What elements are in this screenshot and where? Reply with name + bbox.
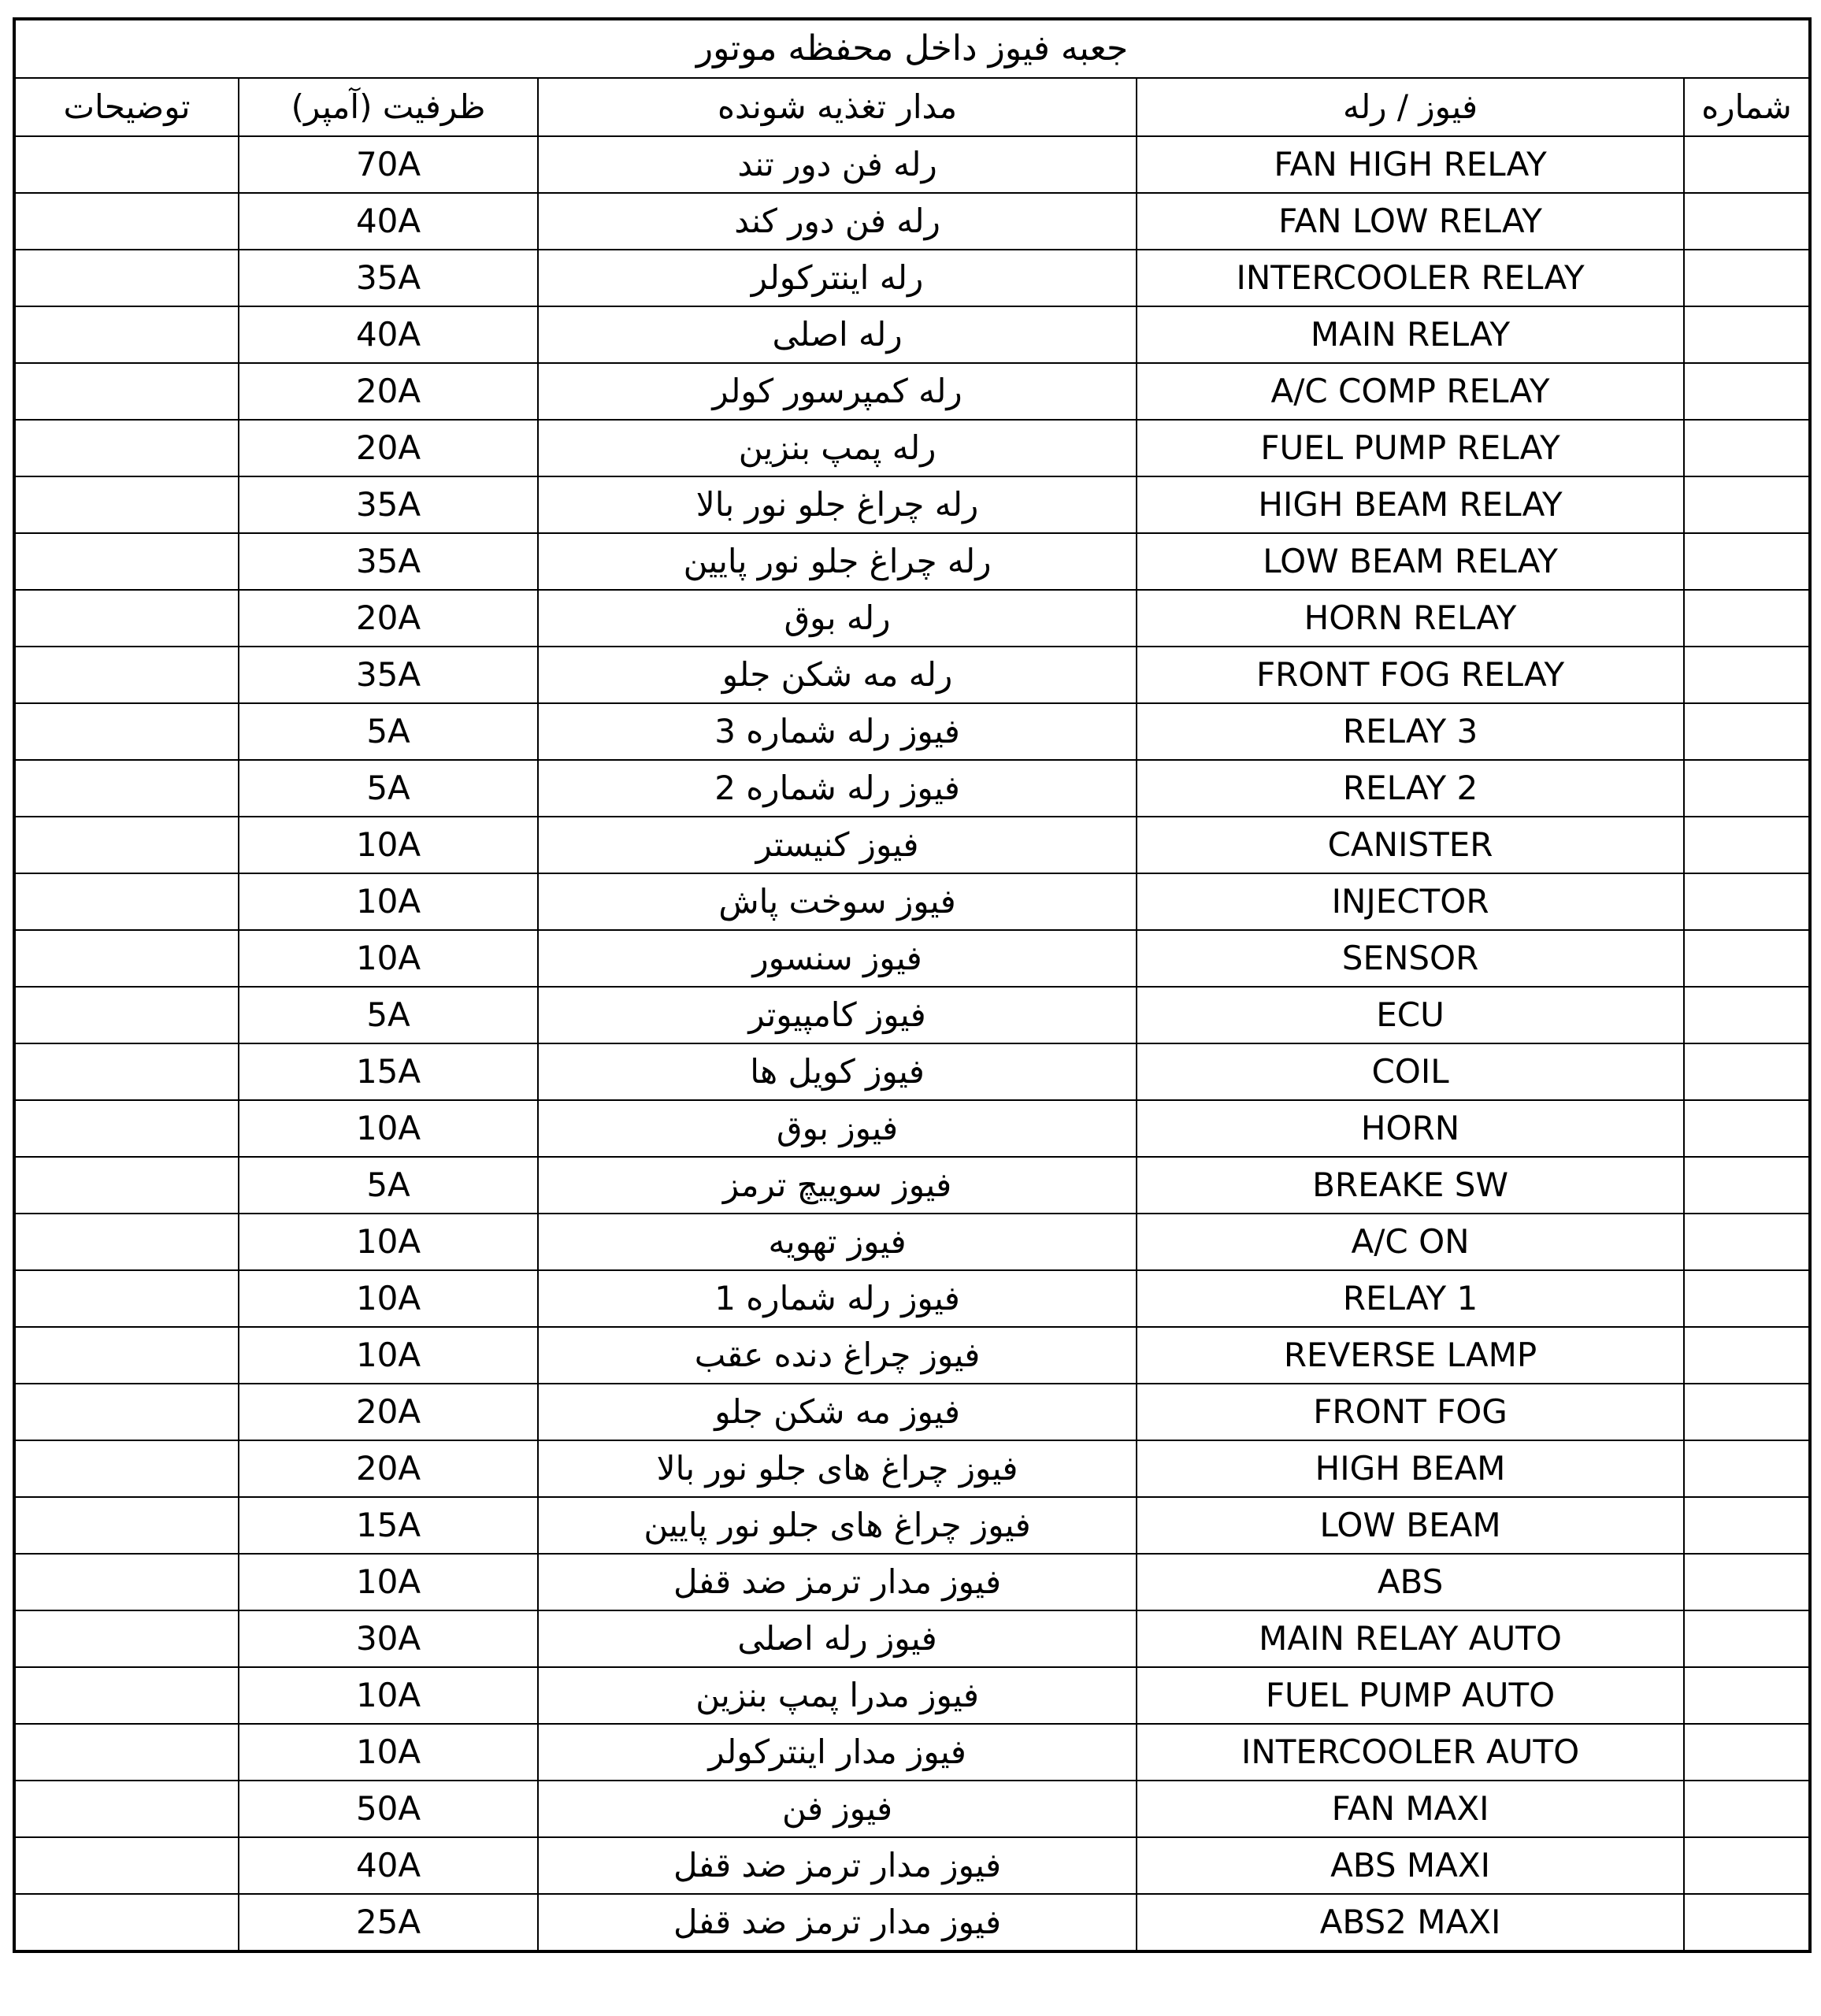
row-notes-cell (14, 873, 239, 930)
row-notes-cell (14, 647, 239, 703)
row-circuit-cell: فیوز مدرا پمپ بنزین (538, 1667, 1137, 1724)
row-fuse-cell: RELAY 2 (1137, 760, 1684, 817)
row-notes-cell (14, 1384, 239, 1440)
row-notes-cell (14, 817, 239, 873)
table-row (14, 647, 1810, 703)
table-row (14, 817, 1810, 873)
row-number-cell (1684, 533, 1810, 590)
row-notes-cell (14, 363, 239, 420)
row-capacity-cell: 20A (239, 1440, 538, 1497)
row-circuit-cell: فیوز رله اصلی (538, 1610, 1137, 1667)
row-number-cell (1684, 930, 1810, 987)
row-capacity-cell: 5A (239, 987, 538, 1043)
table-head (14, 19, 1810, 136)
row-capacity-cell: 40A (239, 193, 538, 250)
row-notes-cell (14, 1157, 239, 1214)
row-circuit-cell: رله فن دور کند (538, 193, 1137, 250)
row-number-cell (1684, 1327, 1810, 1384)
row-capacity-cell: 40A (239, 306, 538, 363)
fuse-table (13, 17, 1812, 1953)
row-notes-cell (14, 930, 239, 987)
row-fuse-cell: CANISTER (1137, 817, 1684, 873)
table-row (14, 1043, 1810, 1100)
table-row (14, 1837, 1810, 1894)
header-row (14, 78, 1810, 136)
row-number-cell (1684, 306, 1810, 363)
row-notes-cell (14, 1894, 239, 1951)
row-fuse-cell: FUEL PUMP AUTO (1137, 1667, 1684, 1724)
table-title: جعبه فیوز داخل محفظه موتور (14, 19, 1810, 78)
row-notes-cell (14, 1214, 239, 1270)
row-notes-cell (14, 306, 239, 363)
row-notes-cell (14, 1610, 239, 1667)
table-row (14, 193, 1810, 250)
table-row (14, 1100, 1810, 1157)
row-number-cell (1684, 1894, 1810, 1951)
row-notes-cell (14, 1724, 239, 1781)
header-notes: توضیحات (14, 78, 239, 136)
row-capacity-cell: 10A (239, 930, 538, 987)
header-capacity: ظرفیت (آمپر) (239, 78, 538, 136)
row-number-cell (1684, 703, 1810, 760)
row-fuse-cell: ABS2 MAXI (1137, 1894, 1684, 1951)
row-notes-cell (14, 987, 239, 1043)
table-row (14, 1667, 1810, 1724)
row-number-cell (1684, 193, 1810, 250)
header-number: شماره (1684, 78, 1810, 136)
table-row (14, 250, 1810, 306)
row-number-cell (1684, 1554, 1810, 1610)
table-row (14, 930, 1810, 987)
table-row (14, 1610, 1810, 1667)
row-fuse-cell: ABS MAXI (1137, 1837, 1684, 1894)
row-fuse-cell: FAN LOW RELAY (1137, 193, 1684, 250)
row-capacity-cell: 35A (239, 476, 538, 533)
row-capacity-cell: 10A (239, 1270, 538, 1327)
table-row (14, 1554, 1810, 1610)
row-capacity-cell: 40A (239, 1837, 538, 1894)
row-number-cell (1684, 476, 1810, 533)
row-capacity-cell: 35A (239, 647, 538, 703)
row-capacity-cell: 35A (239, 533, 538, 590)
row-circuit-cell: رله اینترکولر (538, 250, 1137, 306)
row-circuit-cell: رله مه شکن جلو (538, 647, 1137, 703)
table-row (14, 1214, 1810, 1270)
row-fuse-cell: INJECTOR (1137, 873, 1684, 930)
table-row (14, 1270, 1810, 1327)
row-number-cell (1684, 1384, 1810, 1440)
row-number-cell (1684, 1781, 1810, 1837)
row-circuit-cell: فیوز چراغ دنده عقب (538, 1327, 1137, 1384)
table-row (14, 420, 1810, 476)
row-notes-cell (14, 1270, 239, 1327)
row-circuit-cell: فیوز رله شماره 1 (538, 1270, 1137, 1327)
row-fuse-cell: FAN HIGH RELAY (1137, 136, 1684, 193)
row-circuit-cell: فیوز مدار اینترکولر (538, 1724, 1137, 1781)
row-notes-cell (14, 760, 239, 817)
row-number-cell (1684, 1270, 1810, 1327)
row-number-cell (1684, 1214, 1810, 1270)
row-number-cell (1684, 590, 1810, 647)
row-fuse-cell: FRONT FOG (1137, 1384, 1684, 1440)
row-capacity-cell: 20A (239, 1384, 538, 1440)
row-fuse-cell: BREAKE SW (1137, 1157, 1684, 1214)
row-fuse-cell: A/C COMP RELAY (1137, 363, 1684, 420)
table-row (14, 136, 1810, 193)
row-capacity-cell: 35A (239, 250, 538, 306)
row-fuse-cell: MAIN RELAY AUTO (1137, 1610, 1684, 1667)
row-number-cell (1684, 1667, 1810, 1724)
row-notes-cell (14, 420, 239, 476)
row-circuit-cell: فیوز کویل ها (538, 1043, 1137, 1100)
row-fuse-cell: RELAY 1 (1137, 1270, 1684, 1327)
row-notes-cell (14, 1554, 239, 1610)
row-number-cell (1684, 1440, 1810, 1497)
row-circuit-cell: رله کمپرسور کولر (538, 363, 1137, 420)
row-circuit-cell: فیوز سوخت پاش (538, 873, 1137, 930)
row-fuse-cell: FUEL PUMP RELAY (1137, 420, 1684, 476)
table-row (14, 1724, 1810, 1781)
row-fuse-cell: FAN MAXI (1137, 1781, 1684, 1837)
row-capacity-cell: 10A (239, 1214, 538, 1270)
row-notes-cell (14, 1327, 239, 1384)
row-notes-cell (14, 1043, 239, 1100)
row-fuse-cell: ABS (1137, 1554, 1684, 1610)
row-number-cell (1684, 1497, 1810, 1554)
row-notes-cell (14, 1440, 239, 1497)
table-row (14, 476, 1810, 533)
row-fuse-cell: HIGH BEAM RELAY (1137, 476, 1684, 533)
row-circuit-cell: فیوز کنیستر (538, 817, 1137, 873)
row-capacity-cell: 15A (239, 1497, 538, 1554)
row-fuse-cell: FRONT FOG RELAY (1137, 647, 1684, 703)
row-fuse-cell: SENSOR (1137, 930, 1684, 987)
table-row (14, 1440, 1810, 1497)
row-fuse-cell: INTERCOOLER AUTO (1137, 1724, 1684, 1781)
row-notes-cell (14, 476, 239, 533)
row-notes-cell (14, 250, 239, 306)
row-number-cell (1684, 760, 1810, 817)
row-circuit-cell: فیوز کامپیوتر (538, 987, 1137, 1043)
row-capacity-cell: 70A (239, 136, 538, 193)
table-row (14, 1497, 1810, 1554)
row-fuse-cell: REVERSE LAMP (1137, 1327, 1684, 1384)
row-fuse-cell: ECU (1137, 987, 1684, 1043)
table-row (14, 1781, 1810, 1837)
row-circuit-cell: رله فن دور تند (538, 136, 1137, 193)
table-row (14, 1327, 1810, 1384)
row-fuse-cell: HORN RELAY (1137, 590, 1684, 647)
row-circuit-cell: فیوز فن (538, 1781, 1137, 1837)
row-circuit-cell: رله پمپ بنزین (538, 420, 1137, 476)
row-circuit-cell: فیوز مدار ترمز ضد قفل (538, 1894, 1137, 1951)
row-capacity-cell: 10A (239, 1554, 538, 1610)
row-notes-cell (14, 1667, 239, 1724)
table-body (14, 136, 1810, 1951)
row-notes-cell (14, 1837, 239, 1894)
row-number-cell (1684, 817, 1810, 873)
row-circuit-cell: فیوز رله شماره 3 (538, 703, 1137, 760)
row-capacity-cell: 10A (239, 1667, 538, 1724)
table-row (14, 590, 1810, 647)
table-row (14, 363, 1810, 420)
table-row (14, 703, 1810, 760)
row-circuit-cell: رله چراغ جلو نور بالا (538, 476, 1137, 533)
row-notes-cell (14, 533, 239, 590)
row-capacity-cell: 15A (239, 1043, 538, 1100)
row-fuse-cell: RELAY 3 (1137, 703, 1684, 760)
row-circuit-cell: رله اصلی (538, 306, 1137, 363)
row-capacity-cell: 20A (239, 420, 538, 476)
table-row (14, 873, 1810, 930)
row-capacity-cell: 30A (239, 1610, 538, 1667)
row-notes-cell (14, 1497, 239, 1554)
row-circuit-cell: فیوز بوق (538, 1100, 1137, 1157)
table-row (14, 1384, 1810, 1440)
header-circuit: مدار تغذیه شونده (538, 78, 1137, 136)
row-number-cell (1684, 1610, 1810, 1667)
row-number-cell (1684, 1043, 1810, 1100)
row-capacity-cell: 50A (239, 1781, 538, 1837)
row-circuit-cell: فیوز سوییچ ترمز (538, 1157, 1137, 1214)
row-circuit-cell: فیوز رله شماره 2 (538, 760, 1137, 817)
table-row (14, 1157, 1810, 1214)
row-fuse-cell: INTERCOOLER RELAY (1137, 250, 1684, 306)
row-number-cell (1684, 250, 1810, 306)
row-fuse-cell: COIL (1137, 1043, 1684, 1100)
row-capacity-cell: 10A (239, 1327, 538, 1384)
table-row (14, 1894, 1810, 1951)
row-circuit-cell: فیوز مدار ترمز ضد قفل (538, 1554, 1137, 1610)
row-fuse-cell: HIGH BEAM (1137, 1440, 1684, 1497)
table-row (14, 306, 1810, 363)
header-fuse-relay: فیوز / رله (1137, 78, 1684, 136)
row-fuse-cell: LOW BEAM (1137, 1497, 1684, 1554)
row-number-cell (1684, 1100, 1810, 1157)
title-row (14, 19, 1810, 78)
row-circuit-cell: فیوز مه شکن جلو (538, 1384, 1137, 1440)
row-circuit-cell: رله چراغ جلو نور پایین (538, 533, 1137, 590)
row-notes-cell (14, 1100, 239, 1157)
row-fuse-cell: LOW BEAM RELAY (1137, 533, 1684, 590)
row-number-cell (1684, 647, 1810, 703)
row-number-cell (1684, 136, 1810, 193)
row-notes-cell (14, 193, 239, 250)
row-circuit-cell: فیوز چراغ های جلو نور پایین (538, 1497, 1137, 1554)
row-fuse-cell: HORN (1137, 1100, 1684, 1157)
row-number-cell (1684, 363, 1810, 420)
table-row (14, 533, 1810, 590)
row-capacity-cell: 10A (239, 817, 538, 873)
row-capacity-cell: 20A (239, 590, 538, 647)
row-circuit-cell: رله بوق (538, 590, 1137, 647)
table-row (14, 987, 1810, 1043)
row-circuit-cell: فیوز تهویه (538, 1214, 1137, 1270)
row-capacity-cell: 20A (239, 363, 538, 420)
row-notes-cell (14, 703, 239, 760)
row-circuit-cell: فیوز چراغ های جلو نور بالا (538, 1440, 1137, 1497)
row-notes-cell (14, 1781, 239, 1837)
row-circuit-cell: فیوز مدار ترمز ضد قفل (538, 1837, 1137, 1894)
row-capacity-cell: 5A (239, 760, 538, 817)
row-circuit-cell: فیوز سنسور (538, 930, 1137, 987)
row-number-cell (1684, 420, 1810, 476)
row-number-cell (1684, 873, 1810, 930)
row-fuse-cell: MAIN RELAY (1137, 306, 1684, 363)
row-capacity-cell: 25A (239, 1894, 538, 1951)
table-row (14, 760, 1810, 817)
row-capacity-cell: 10A (239, 873, 538, 930)
row-number-cell (1684, 987, 1810, 1043)
row-number-cell (1684, 1724, 1810, 1781)
row-capacity-cell: 5A (239, 1157, 538, 1214)
row-fuse-cell: A/C ON (1137, 1214, 1684, 1270)
row-capacity-cell: 10A (239, 1100, 538, 1157)
row-notes-cell (14, 590, 239, 647)
row-number-cell (1684, 1837, 1810, 1894)
row-notes-cell (14, 136, 239, 193)
row-capacity-cell: 10A (239, 1724, 538, 1781)
row-capacity-cell: 5A (239, 703, 538, 760)
row-number-cell (1684, 1157, 1810, 1214)
